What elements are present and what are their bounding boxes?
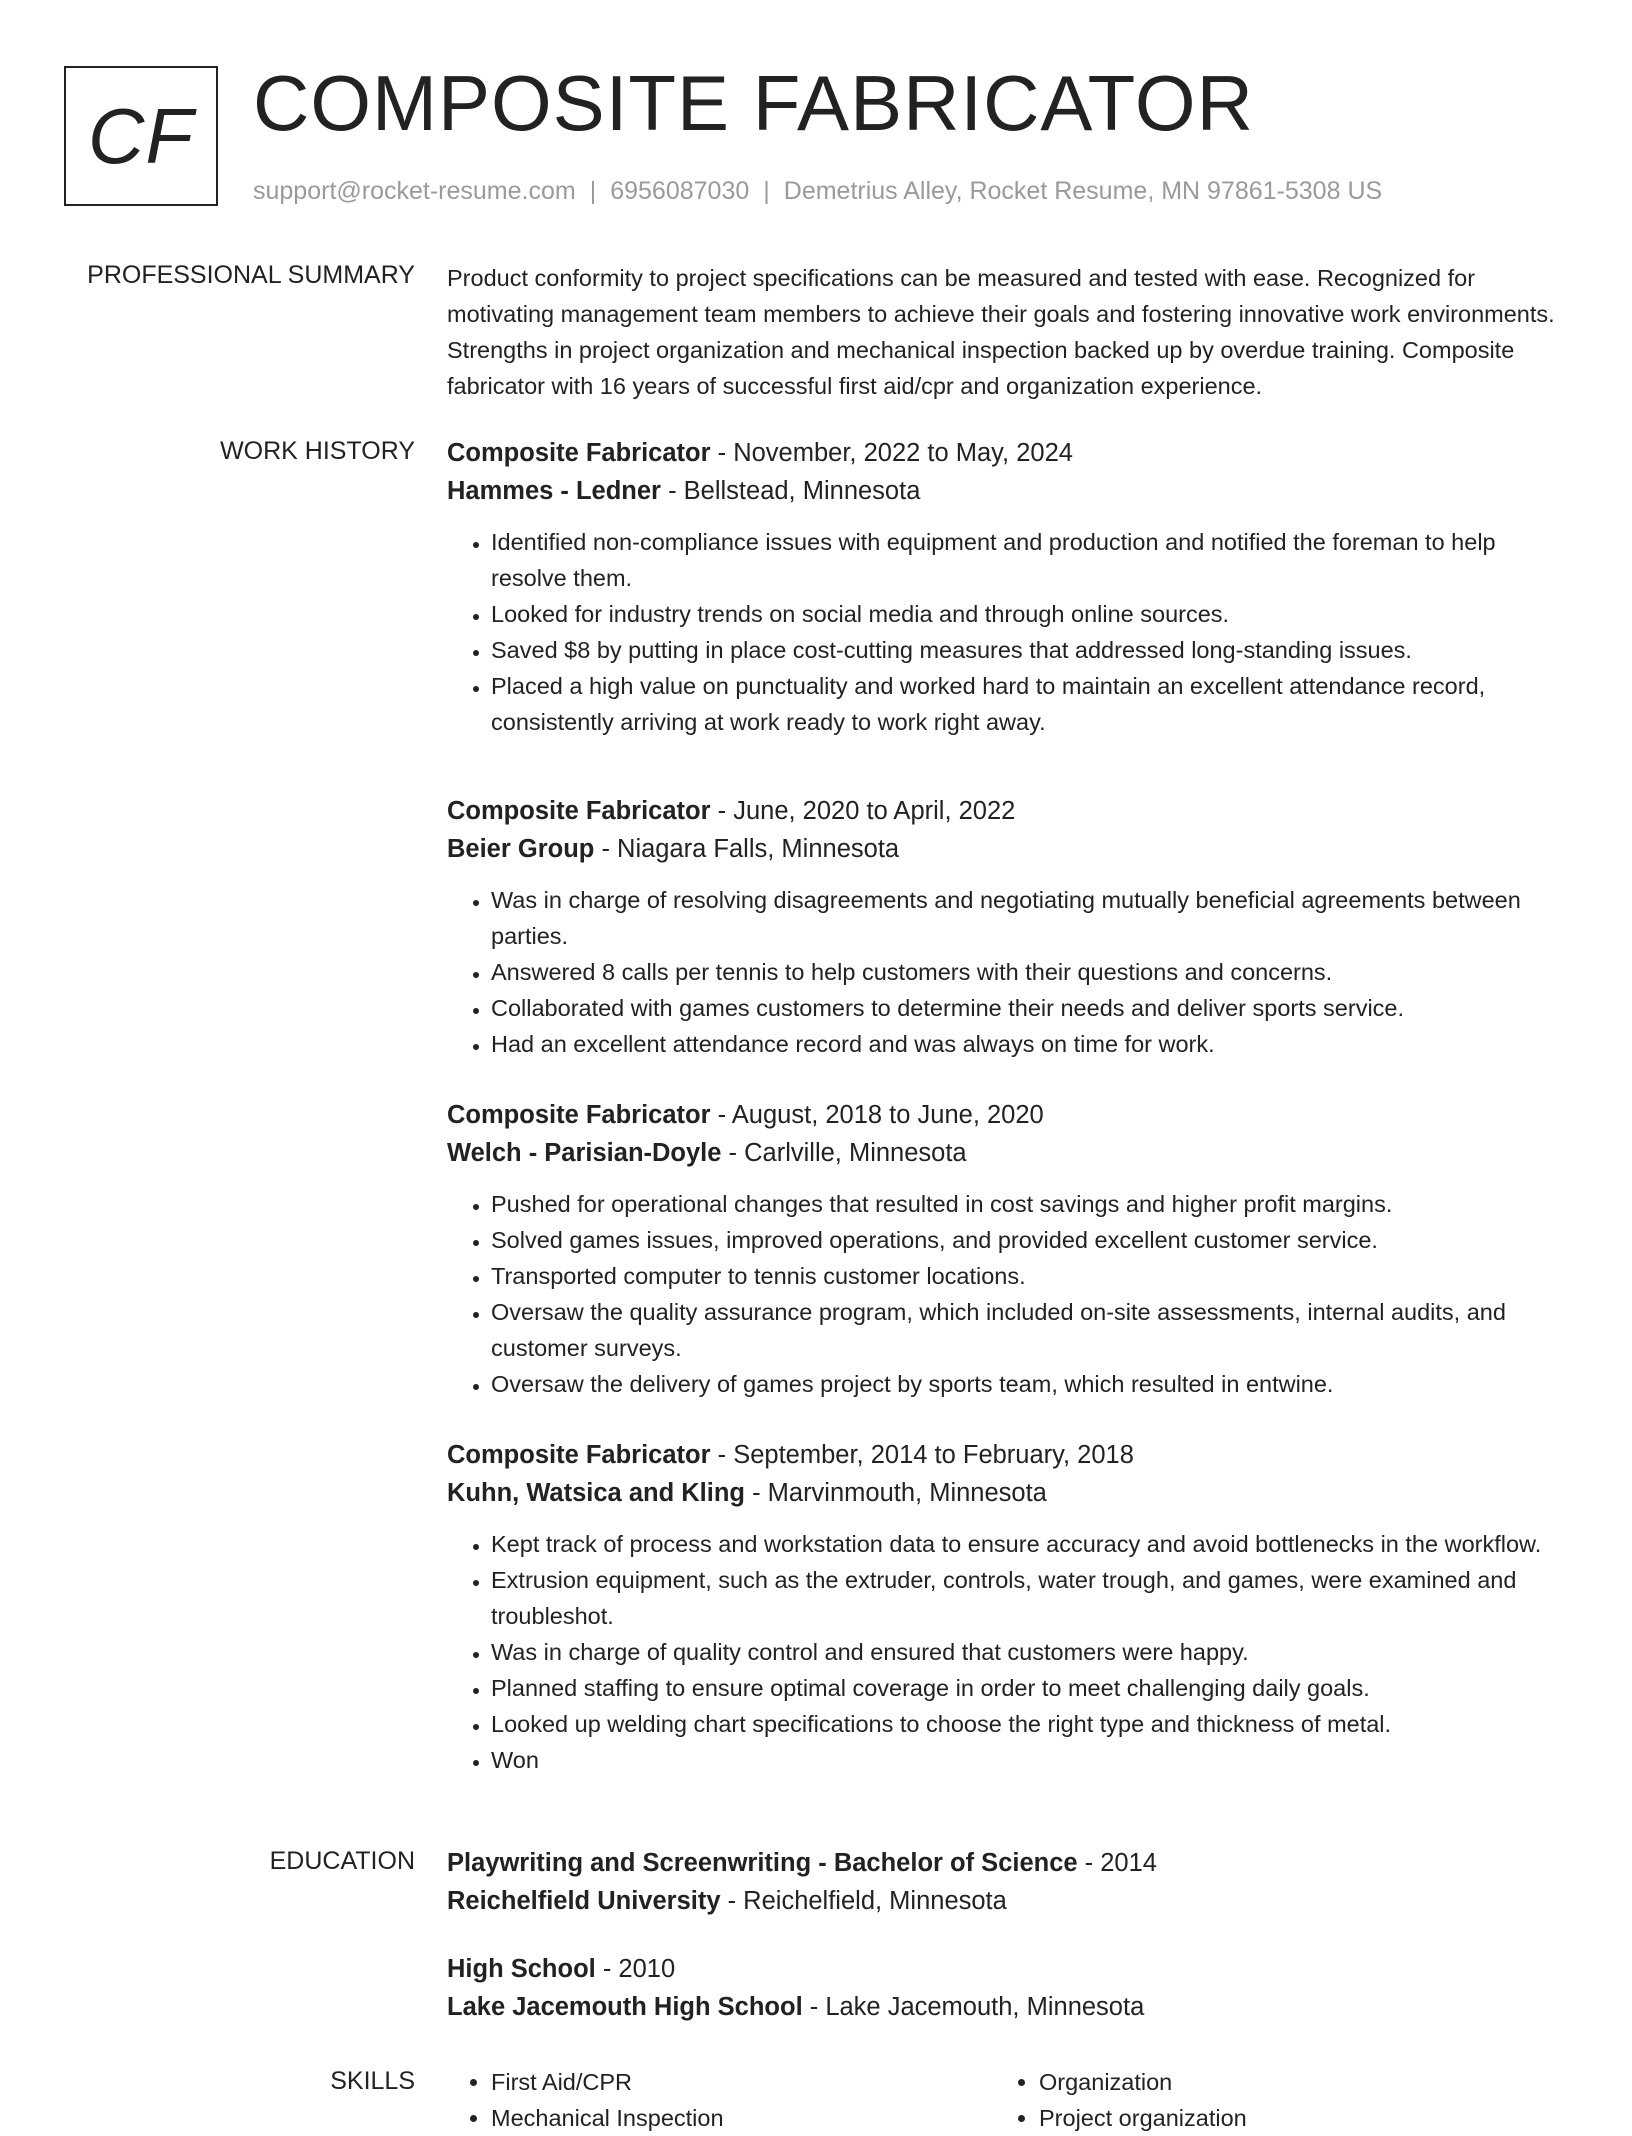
job-bullet: • Extrusion equipment, such as the extruder, controls, water trough, and games, were examined and troubleshot. — [491, 1562, 1567, 1634]
job-bullet: • Transported computer to tennis customer locations. — [491, 1258, 1567, 1294]
job-bullet: • Was in charge of quality control and ensured that customers were happy. — [491, 1634, 1567, 1670]
section-label-skills: SKILLS — [330, 2067, 415, 2095]
contact-separator: | — [589, 177, 597, 205]
section-label-work: WORK HISTORY — [220, 437, 415, 465]
job-dates: - June, 2020 to April, 2022 — [710, 797, 1016, 825]
job-bullet: • Was in charge of resolving disagreements and negotiating mutually beneficial agreements between parties. — [491, 882, 1567, 954]
job-title: Composite Fabricator — [447, 1441, 711, 1469]
job-dates: - November, 2022 to May, 2024 — [710, 439, 1073, 467]
job-company-line — [447, 830, 1567, 868]
job-title: Composite Fabricator — [447, 439, 711, 467]
job-title-line — [447, 1096, 1567, 1134]
education-entry — [447, 1950, 1567, 2026]
job-company-line — [447, 472, 1567, 510]
job-location: - Carlville, Minnesota — [721, 1139, 967, 1167]
skill-item: • First Aid/CPR — [491, 2064, 995, 2100]
job-title-line — [447, 1436, 1567, 1474]
job-bullet: • Had an excellent attendance record and was always on time for work. — [491, 1026, 1567, 1062]
job-dates: - August, 2018 to June, 2020 — [710, 1101, 1044, 1129]
contact-address: Demetrius Alley, Rocket Resume, MN 97861-5308 US — [783, 177, 1383, 205]
summary-text: Product conformity to project specifications can be measured and tested with ease. Recognized for motivating management team members to achieve their goals and fostering innovative work environments. Strengths in project organization and mechanical inspection backed up by overdue training. Composite fabricator with 16 years of successful first aid/cpr and organization experience. — [447, 265, 1555, 399]
job-entry — [447, 434, 1567, 740]
job-bullets — [447, 1186, 1567, 1402]
job-company: Welch - Parisian-Doyle — [447, 1139, 722, 1167]
contact-line — [253, 176, 1382, 206]
education-school: Reichelfield University — [447, 1887, 721, 1915]
job-company: Kuhn, Watsica and Kling — [447, 1479, 745, 1507]
job-bullet: • Saved $8 by putting in place cost-cutting measures that addressed long-standing issues. — [491, 632, 1567, 668]
education-location: - Lake Jacemouth, Minnesota — [802, 1993, 1145, 2021]
job-bullet: • Kept track of process and workstation data to ensure accuracy and avoid bottlenecks in the workflow. — [491, 1526, 1567, 1562]
job-entry — [447, 792, 1567, 1062]
job-entry — [447, 1436, 1567, 1778]
job-entry — [447, 1096, 1567, 1402]
skills-column — [995, 2064, 1543, 2136]
job-bullets — [447, 524, 1567, 740]
job-location: - Marvinmouth, Minnesota — [744, 1479, 1047, 1507]
job-title-line — [447, 434, 1567, 472]
education-school-line — [447, 1988, 1567, 2026]
monogram-logo: CF — [64, 66, 218, 206]
job-title-line — [447, 792, 1567, 830]
education-school: Lake Jacemouth High School — [447, 1993, 803, 2021]
education-school-line — [447, 1882, 1567, 1920]
job-bullet: • Identified non-compliance issues with equipment and production and notified the foreman to help resolve them. — [491, 524, 1567, 596]
job-bullet: • Oversaw the delivery of games project by sports team, which resulted in entwine. — [491, 1366, 1567, 1402]
education-degree: High School — [447, 1955, 596, 1983]
job-title: Composite Fabricator — [447, 1101, 711, 1129]
skill-item: • Organization — [1039, 2064, 1543, 2100]
skills-column — [447, 2064, 995, 2136]
education-entry — [447, 1844, 1567, 1920]
education-degree: Playwriting and Screenwriting - Bachelor of Science — [447, 1849, 1078, 1877]
job-location: - Bellstead, Minnesota — [661, 477, 921, 505]
job-title: Composite Fabricator — [447, 797, 711, 825]
education-degree-line — [447, 1844, 1567, 1882]
contact-email[interactable]: support@rocket-resume.com — [253, 177, 576, 205]
job-dates: - September, 2014 to February, 2018 — [710, 1441, 1134, 1469]
section-label-summary: PROFESSIONAL SUMMARY — [87, 261, 415, 289]
contact-separator: | — [763, 177, 770, 205]
job-bullet: • Placed a high value on punctuality and worked hard to maintain an excellent attendance record, consistently arriving at work ready to work right away. — [491, 668, 1567, 740]
job-location: - Niagara Falls, Minnesota — [594, 835, 900, 863]
job-bullet: • Looked up welding chart specifications to choose the right type and thickness of metal. — [491, 1706, 1567, 1742]
job-bullet: • Won — [491, 1742, 1567, 1778]
education-year: - 2010 — [595, 1955, 676, 1983]
job-bullet: • Planned staffing to ensure optimal coverage in order to meet challenging daily goals. — [491, 1670, 1567, 1706]
job-company-line — [447, 1134, 1567, 1172]
skills-grid — [447, 2064, 1567, 2136]
job-company: Hammes - Ledner — [447, 477, 661, 505]
job-bullet: • Answered 8 calls per tennis to help customers with their questions and concerns. — [491, 954, 1567, 990]
job-bullets — [447, 882, 1567, 1062]
job-company: Beier Group — [447, 835, 595, 863]
education-location: - Reichelfield, Minnesota — [720, 1887, 1007, 1915]
skill-item: • Project organization — [1039, 2100, 1543, 2136]
job-bullet: • Pushed for operational changes that resulted in cost savings and higher profit margins. — [491, 1186, 1567, 1222]
education-year: - 2014 — [1077, 1849, 1157, 1877]
job-bullet: • Oversaw the quality assurance program, which included on-site assessments, internal audits, and customer surveys. — [491, 1294, 1567, 1366]
education-degree-line — [447, 1950, 1567, 1988]
page-title: COMPOSITE FABRICATOR — [253, 59, 1254, 147]
section-label-education: EDUCATION — [269, 1847, 415, 1875]
job-company-line — [447, 1474, 1567, 1512]
job-bullet: • Collaborated with games customers to determine their needs and deliver sports service. — [491, 990, 1567, 1026]
job-bullet: • Solved games issues, improved operations, and provided excellent customer service. — [491, 1222, 1567, 1258]
job-bullet: • Looked for industry trends on social media and through online sources. — [491, 596, 1567, 632]
job-bullets — [447, 1526, 1567, 1778]
contact-phone[interactable]: 6956087030 — [610, 177, 750, 205]
skill-item: • Mechanical Inspection — [491, 2100, 995, 2136]
